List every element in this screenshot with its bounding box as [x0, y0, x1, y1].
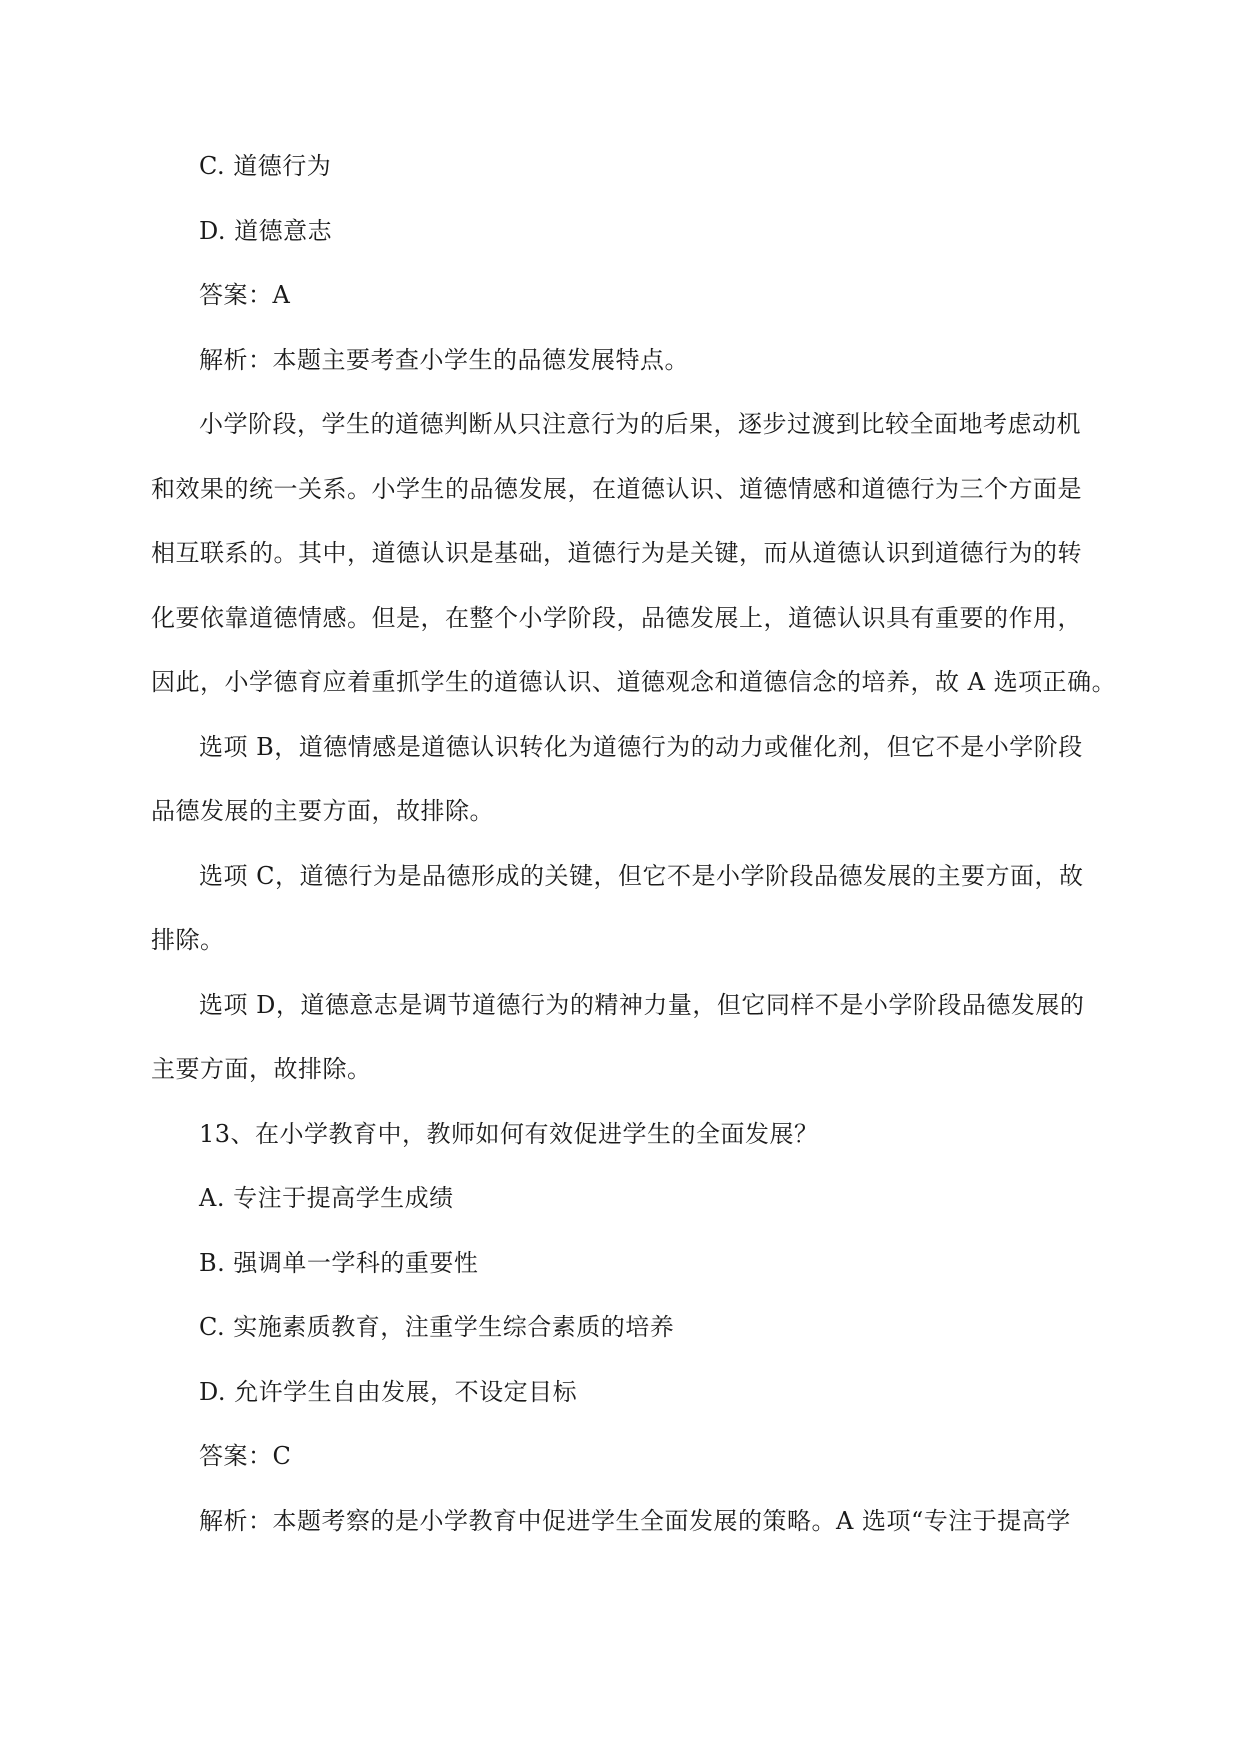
answer-line: 答案：A: [199, 281, 291, 309]
paragraph-line: 因此，小学德育应着重抓学生的道德认识、道德观念和道德信念的培养，故 A 选项正确。: [151, 668, 1117, 696]
option-b: B. 强调单一学科的重要性: [199, 1249, 479, 1277]
answer-line: 答案：C: [199, 1442, 292, 1470]
paragraph-line: 主要方面，故排除。: [151, 1055, 372, 1083]
option-d: D. 道德意志: [199, 217, 333, 245]
paragraph-line: 化要依靠道德情感。但是，在整个小学阶段，品德发展上，道德认识具有重要的作用，: [151, 604, 1082, 632]
paragraph-line: 选项 D，道德意志是调节道德行为的精神力量，但它同样不是小学阶段品德发展的: [199, 991, 1085, 1019]
paragraph-line: 排除。: [151, 926, 225, 954]
option-c: C. 实施素质教育，注重学生综合素质的培养: [199, 1313, 675, 1341]
paragraph-line: 选项 C，道德行为是品德形成的关键，但它不是小学阶段品德发展的主要方面，故: [199, 862, 1084, 890]
paragraph-line: 和效果的统一关系。小学生的品德发展，在道德认识、道德情感和道德行为三个方面是: [151, 475, 1082, 503]
paragraph-line: 品德发展的主要方面，故排除。: [151, 797, 494, 825]
option-a: A. 专注于提高学生成绩: [199, 1184, 454, 1212]
paragraph-line: 选项 B，道德情感是道德认识转化为道德行为的动力或催化剂，但它不是小学阶段: [199, 733, 1083, 761]
analysis-line: 解析：本题考察的是小学教育中促进学生全面发展的策略。A 选项“专注于提高学: [199, 1507, 1071, 1535]
option-c: C. 道德行为: [199, 152, 332, 180]
analysis-line: 解析：本题主要考查小学生的品德发展特点。: [199, 346, 689, 374]
question-title: 13、在小学教育中，教师如何有效促进学生的全面发展？: [199, 1120, 819, 1148]
paragraph-line: 小学阶段，学生的道德判断从只注意行为的后果，逐步过渡到比较全面地考虑动机: [199, 410, 1081, 438]
paragraph-line: 相互联系的。其中，道德认识是基础，道德行为是关键，而从道德认识到道德行为的转: [151, 539, 1082, 567]
option-d: D. 允许学生自由发展，不设定目标: [199, 1378, 578, 1406]
